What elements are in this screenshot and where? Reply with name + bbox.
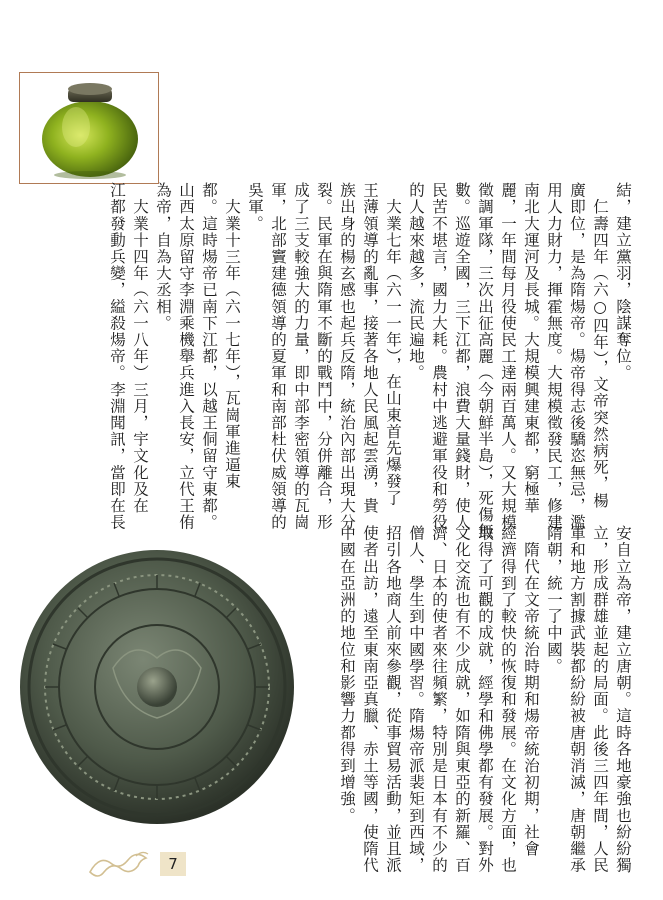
text-column: 大業十三年（六一七年），瓦崗軍進逼東 (223, 182, 241, 490)
text-column: 經濟得到了較快的恢復和發展。在文化方面，也 (499, 525, 517, 874)
text-column: 族出身的楊玄感也起兵反隋，統治內部出現大分 (338, 182, 356, 531)
text-column: 使者出訪，遠至東南亞真臘、赤土等國，使隋代 (361, 525, 379, 874)
text-column: 隋代在文帝統治時期和煬帝統治初期，社會 (522, 525, 540, 857)
text-column: 安自立為帝，建立唐朝。這時各地豪強也紛紛獨 (614, 525, 632, 874)
text-column: 用人力財力，揮霍無度。大規模徵發民工，修建 (545, 182, 563, 531)
text-column: 濟、日本的使者來往頻繁，特別是日本有不少的 (430, 525, 448, 874)
text-column: 江都發動兵變，縊殺煬帝。李淵聞訊，當即在長 (108, 182, 126, 531)
text-column: 招引各地商人前來參觀，從事貿易活動，並且派 (384, 525, 402, 874)
text-column: 都。這時煬帝已南下江都，以越王侗留守東都。 (200, 182, 218, 531)
text-column: 麗，一年間每月役使民工達兩百萬人。又大規模 (499, 182, 517, 531)
text-column: 徵調軍隊，三次出征高麗（今朝鮮半島），死傷無 (476, 182, 494, 540)
text-column: 南北大運河及長城。大規模興建東都，窮極華 (522, 182, 540, 514)
text-column: 裂。民軍在與隋軍不斷的戰鬥中，分併離合，形 (315, 182, 333, 531)
text-column: 軍，北部竇建德領導的夏軍和南部杜伏威領導的 (269, 182, 287, 531)
text-column: 廣即位，是為隋煬帝。煬帝得志後驕恣無忌，濫 (568, 182, 586, 531)
bronze-mirror-photo (18, 548, 296, 826)
text-column: 文化交流也有不少成就，如隋與東亞的新羅、百 (453, 525, 471, 874)
text-column: 隋朝，統一了中國。 (545, 525, 563, 675)
text-column: 僧人、學生到中國學習。隋煬帝派裴矩到西域， (407, 525, 425, 874)
green-glass-jar-photo (19, 72, 159, 184)
text-column: 民苦不堪言，國力大耗。農村中逃避軍役和勞役 (430, 182, 448, 531)
upper-text-block (0, 182, 663, 540)
page-number: 7 (160, 852, 186, 876)
text-column: 數。巡遊全國，三下江都，浪費大量錢財，使人 (453, 182, 471, 531)
text-column: 中國在亞洲的地位和影響力都得到增強。 (338, 525, 356, 824)
text-column: 吳軍。 (246, 182, 264, 232)
text-column: 仁壽四年（六○四年），文帝突然病死，楊 (591, 182, 609, 509)
dragon-ornament (86, 846, 156, 882)
text-column: 成了三支較強大的力量，即中部李密領導的瓦崗 (292, 182, 310, 531)
text-column: 軍和地方割據武裝都紛紛被唐朝消滅，唐朝繼承 (568, 525, 586, 874)
text-column: 為帝，自為大丞相。 (154, 182, 172, 332)
text-column: 大業十四年（六一八年）三月，宇文化及在 (131, 182, 149, 514)
text-column: 立，形成群雄並起的局面。此後三四年間，人民 (591, 525, 609, 874)
text-column: 大業七年（六一一年），在山東首先爆發了 (384, 182, 402, 507)
text-column: 王薄領導的亂事，接著各地人民風起雲湧，貴 (361, 182, 379, 514)
text-column: 山西太原留守李淵乘機舉兵進入長安，立代王侑 (177, 182, 195, 531)
text-column: 結，建立黨羽，陰謀奪位。 (614, 182, 632, 382)
text-column: 的人越來越多，流民遍地。 (407, 182, 425, 382)
text-column: 取得了可觀的成就，經學和佛學都有發展。對外 (476, 525, 494, 874)
